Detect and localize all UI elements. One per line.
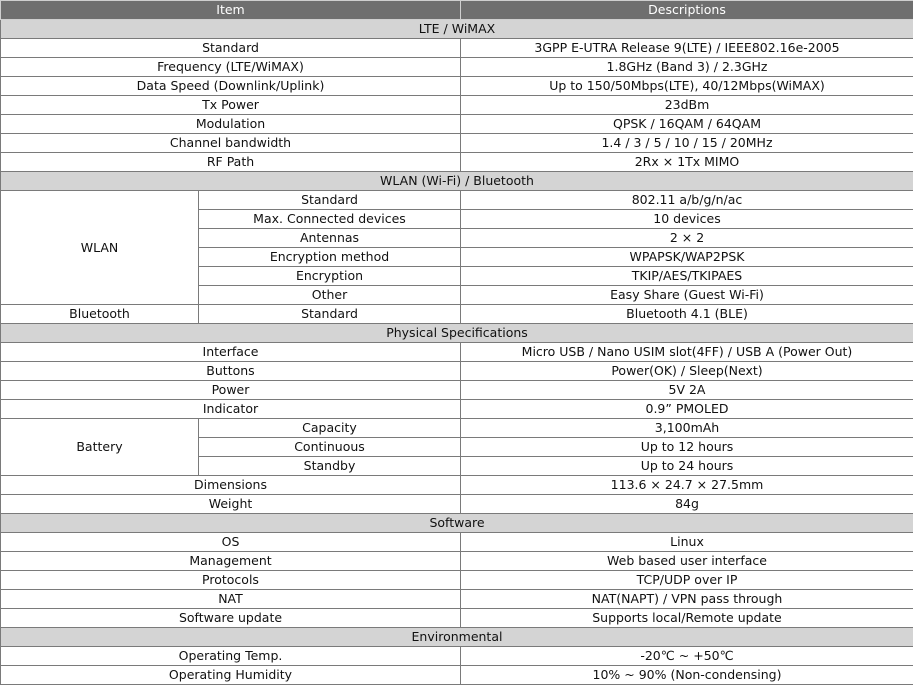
header-item: Item bbox=[1, 1, 461, 20]
row-desc: WPAPSK/WAP2PSK bbox=[461, 248, 913, 267]
row-desc: 1.8GHz (Band 3) / 2.3GHz bbox=[461, 58, 913, 77]
row-desc: 10 devices bbox=[461, 210, 913, 229]
table-row bbox=[1, 96, 913, 115]
row-desc: 5V 2A bbox=[461, 381, 913, 400]
table-row bbox=[1, 305, 913, 324]
row-desc: 1.4 / 3 / 5 / 10 / 15 / 20MHz bbox=[461, 134, 913, 153]
section-title: Environmental bbox=[1, 628, 913, 647]
row-item: Modulation bbox=[1, 115, 461, 134]
row-sub-item: Encryption method bbox=[199, 248, 461, 267]
row-sub-item: Continuous bbox=[199, 438, 461, 457]
row-item: Data Speed (Downlink/Uplink) bbox=[1, 77, 461, 96]
table-row bbox=[1, 362, 913, 381]
row-desc: 2Rx × 1Tx MIMO bbox=[461, 153, 913, 172]
row-item: Interface bbox=[1, 343, 461, 362]
row-item: Weight bbox=[1, 495, 461, 514]
row-item: Power bbox=[1, 381, 461, 400]
section-environmental bbox=[1, 628, 913, 647]
table-row bbox=[1, 115, 913, 134]
row-desc: 802.11 a/b/g/n/ac bbox=[461, 191, 913, 210]
row-sub-item: Encryption bbox=[199, 267, 461, 286]
row-desc: 2 × 2 bbox=[461, 229, 913, 248]
table-row bbox=[1, 191, 913, 210]
row-desc: 0.9” PMOLED bbox=[461, 400, 913, 419]
row-item: Protocols bbox=[1, 571, 461, 590]
row-desc: Power(OK) / Sleep(Next) bbox=[461, 362, 913, 381]
row-desc: TKIP/AES/TKIPAES bbox=[461, 267, 913, 286]
row-desc: Micro USB / Nano USIM slot(4FF) / USB A (Power Out) bbox=[461, 343, 913, 362]
row-item: Standard bbox=[1, 39, 461, 58]
row-item: Tx Power bbox=[1, 96, 461, 115]
row-sub-item: Antennas bbox=[199, 229, 461, 248]
section-title: Software bbox=[1, 514, 913, 533]
row-desc: Up to 24 hours bbox=[461, 457, 913, 476]
table-row bbox=[1, 552, 913, 571]
row-desc: 3,100mAh bbox=[461, 419, 913, 438]
row-desc: 10% ~ 90% (Non-condensing) bbox=[461, 666, 913, 685]
table-row bbox=[1, 343, 913, 362]
table-row bbox=[1, 533, 913, 552]
row-desc: 113.6 × 24.7 × 27.5mm bbox=[461, 476, 913, 495]
section-lte-wimax bbox=[1, 20, 913, 39]
table-row bbox=[1, 77, 913, 96]
section-physical bbox=[1, 324, 913, 343]
row-sub-item: Standby bbox=[199, 457, 461, 476]
row-item: Channel bandwidth bbox=[1, 134, 461, 153]
table-row bbox=[1, 495, 913, 514]
table-row bbox=[1, 571, 913, 590]
group-battery: Battery bbox=[1, 419, 199, 476]
table-row bbox=[1, 476, 913, 495]
row-desc: Linux bbox=[461, 533, 913, 552]
row-sub-item: Standard bbox=[199, 191, 461, 210]
row-desc: Up to 12 hours bbox=[461, 438, 913, 457]
row-sub-item: Max. Connected devices bbox=[199, 210, 461, 229]
table-row bbox=[1, 609, 913, 628]
row-desc: Easy Share (Guest Wi-Fi) bbox=[461, 286, 913, 305]
table-row bbox=[1, 400, 913, 419]
row-item: Indicator bbox=[1, 400, 461, 419]
row-item: Buttons bbox=[1, 362, 461, 381]
header-row bbox=[1, 1, 913, 20]
group-bluetooth: Bluetooth bbox=[1, 305, 199, 324]
row-item: Software update bbox=[1, 609, 461, 628]
row-desc: 3GPP E-UTRA Release 9(LTE) / IEEE802.16e-2005 bbox=[461, 39, 913, 58]
table-row bbox=[1, 647, 913, 666]
row-desc: TCP/UDP over IP bbox=[461, 571, 913, 590]
row-item: Management bbox=[1, 552, 461, 571]
row-item: RF Path bbox=[1, 153, 461, 172]
row-desc: -20℃ ~ +50℃ bbox=[461, 647, 913, 666]
row-item: Dimensions bbox=[1, 476, 461, 495]
row-desc: Supports local/Remote update bbox=[461, 609, 913, 628]
row-item: OS bbox=[1, 533, 461, 552]
row-desc: NAT(NAPT) / VPN pass through bbox=[461, 590, 913, 609]
section-title: WLAN (Wi-Fi) / Bluetooth bbox=[1, 172, 913, 191]
row-desc: 84g bbox=[461, 495, 913, 514]
row-item: Frequency (LTE/WiMAX) bbox=[1, 58, 461, 77]
table-row bbox=[1, 590, 913, 609]
section-title: Physical Specifications bbox=[1, 324, 913, 343]
table-row bbox=[1, 58, 913, 77]
table-row bbox=[1, 134, 913, 153]
table-row bbox=[1, 153, 913, 172]
section-software bbox=[1, 514, 913, 533]
group-wlan: WLAN bbox=[1, 191, 199, 305]
section-wlan-bluetooth bbox=[1, 172, 913, 191]
row-sub-item: Capacity bbox=[199, 419, 461, 438]
row-item: Operating Temp. bbox=[1, 647, 461, 666]
table-row bbox=[1, 419, 913, 438]
table-row bbox=[1, 381, 913, 400]
header-descriptions: Descriptions bbox=[461, 1, 913, 20]
table-row bbox=[1, 39, 913, 58]
row-desc: Bluetooth 4.1 (BLE) bbox=[461, 305, 913, 324]
row-desc: QPSK / 16QAM / 64QAM bbox=[461, 115, 913, 134]
row-sub-item: Other bbox=[199, 286, 461, 305]
row-item: Operating Humidity bbox=[1, 666, 461, 685]
table-row bbox=[1, 666, 913, 685]
row-desc: 23dBm bbox=[461, 96, 913, 115]
row-desc: Up to 150/50Mbps(LTE), 40/12Mbps(WiMAX) bbox=[461, 77, 913, 96]
section-title: LTE / WiMAX bbox=[1, 20, 913, 39]
row-desc: Web based user interface bbox=[461, 552, 913, 571]
row-sub-item: Standard bbox=[199, 305, 461, 324]
row-item: NAT bbox=[1, 590, 461, 609]
